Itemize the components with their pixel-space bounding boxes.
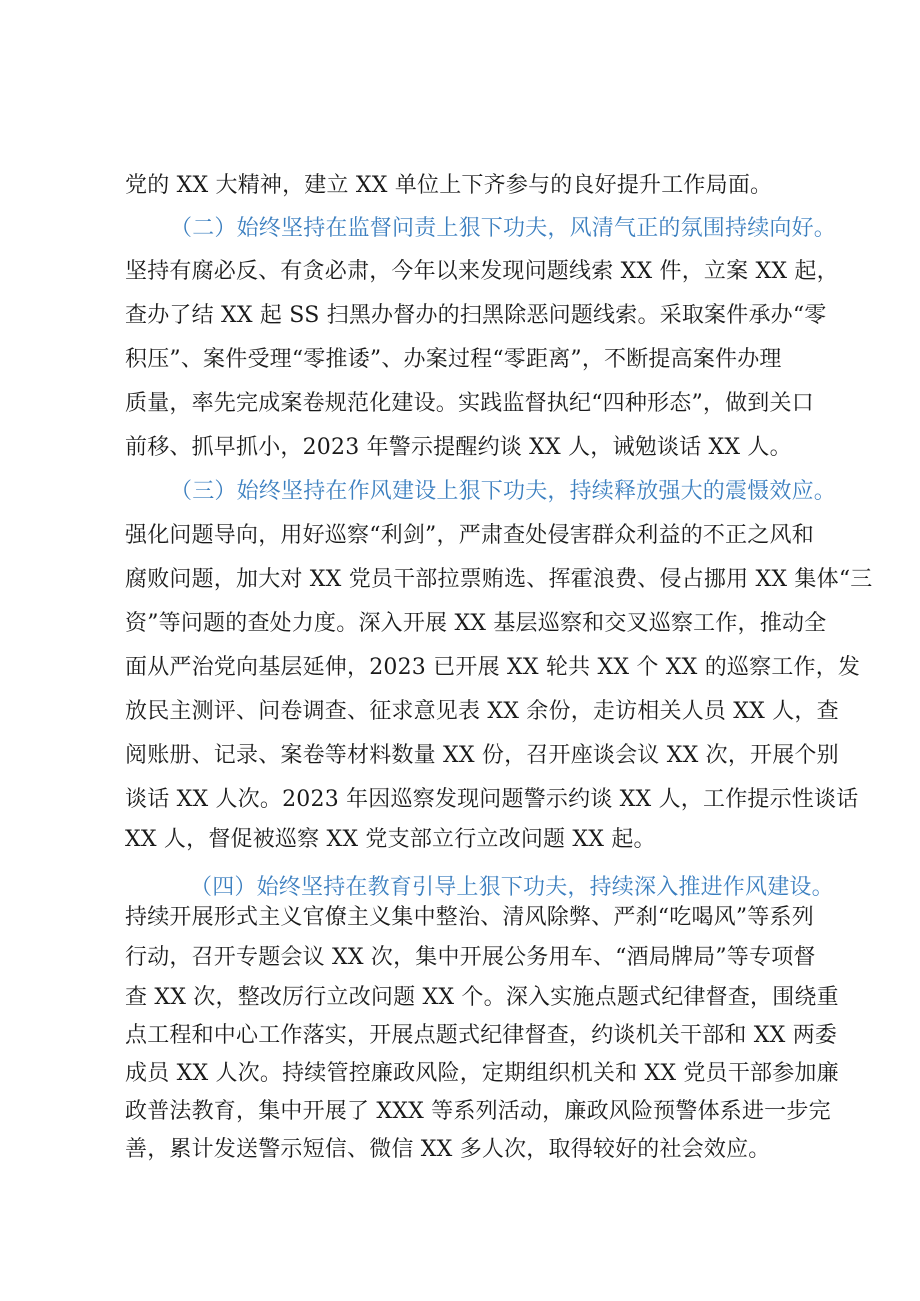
paragraph-line: 阅账册、记录、案卷等材料数量 XX 份，召开座谈会议 XX 次，开展个别: [125, 743, 839, 768]
paragraph-line: 前移、抓早抓小，2023 年警示提醒约谈 XX 人，诫勉谈话 XX 人。: [125, 435, 792, 460]
paragraph-line: 查 XX 次，整改厉行立改问题 XX 个。深入实施点题式纪律督查，围绕重: [125, 985, 839, 1010]
paragraph-line: 资”等问题的查处力度。深入开展 XX 基层巡察和交叉巡察工作，推动全: [125, 611, 827, 636]
paragraph-line: 放民主测评、问卷调查、征求意见表 XX 余份，走访相关人员 XX 人，查: [125, 699, 839, 724]
paragraph-line: 积压”、案件受理“零推诿”、办案过程“零距离”，不断提高案件办理: [125, 347, 782, 372]
paragraph-line: 政普法教育，集中开展了 XXX 等系列活动，廉政风险预警体系进一步完: [125, 1099, 831, 1124]
section-heading-2: （二）始终坚持在监督问责上狠下功夫，风清气正的氛围持续向好。: [170, 216, 837, 241]
paragraph-line: 质量，率先完成案卷规范化建设。实践监督执纪“四种形态”，做到关口: [125, 391, 814, 416]
section-heading-3: （三）始终坚持在作风建设上狠下功夫，持续释放强大的震慑效应。: [170, 479, 837, 504]
paragraph-line: 坚持有腐必反、有贪必肃，今年以来发现问题线索 XX 件，立案 XX 起，: [125, 259, 839, 284]
paragraph-line: 持续开展形式主义官僚主义集中整治、清风除弊、严刹“吃喝风”等系列: [125, 905, 814, 930]
section-heading-4: （四）始终坚持在教育引导上狠下功夫，持续深入推进作风建设。: [190, 875, 834, 900]
paragraph-line: 强化问题导向，用好巡察“利剑”，严肃查处侵害群众利益的不正之风和: [125, 523, 814, 548]
paragraph-line: 面从严治党向基层延伸，2023 已开展 XX 轮共 XX 个 XX 的巡察工作，发: [125, 655, 861, 680]
paragraph-line: 成员 XX 人次。持续管控廉政风险，定期组织机关和 XX 党员干部参加廉: [125, 1061, 839, 1086]
paragraph-line: 腐败问题，加大对 XX 党员干部拉票贿选、挥霍浪费、侵占挪用 XX 集体“三: [125, 567, 873, 592]
paragraph-line: 点工程和中心工作落实，开展点题式纪律督查，约谈机关干部和 XX 两委: [125, 1023, 838, 1048]
paragraph-line: 善，累计发送警示短信、微信 XX 多人次，取得较好的社会效应。: [125, 1137, 771, 1162]
paragraph-line: XX 人，督促被巡察 XX 党支部立行立改问题 XX 起。: [125, 827, 656, 852]
paragraph-line: 查办了结 XX 起 SS 扫黑办督办的扫黑除恶问题线索。采取案件承办“零: [125, 303, 827, 328]
paragraph-line: 党的 XX 大精神，建立 XX 单位上下齐参与的良好提升工作局面。: [125, 173, 773, 198]
paragraph-line: 谈话 XX 人次。2023 年因巡察发现问题警示约谈 XX 人，工作提示性谈话: [125, 787, 859, 812]
paragraph-line: 行动，召开专题会议 XX 次，集中开展公务用车、“酒局牌局”等专项督: [125, 945, 816, 970]
